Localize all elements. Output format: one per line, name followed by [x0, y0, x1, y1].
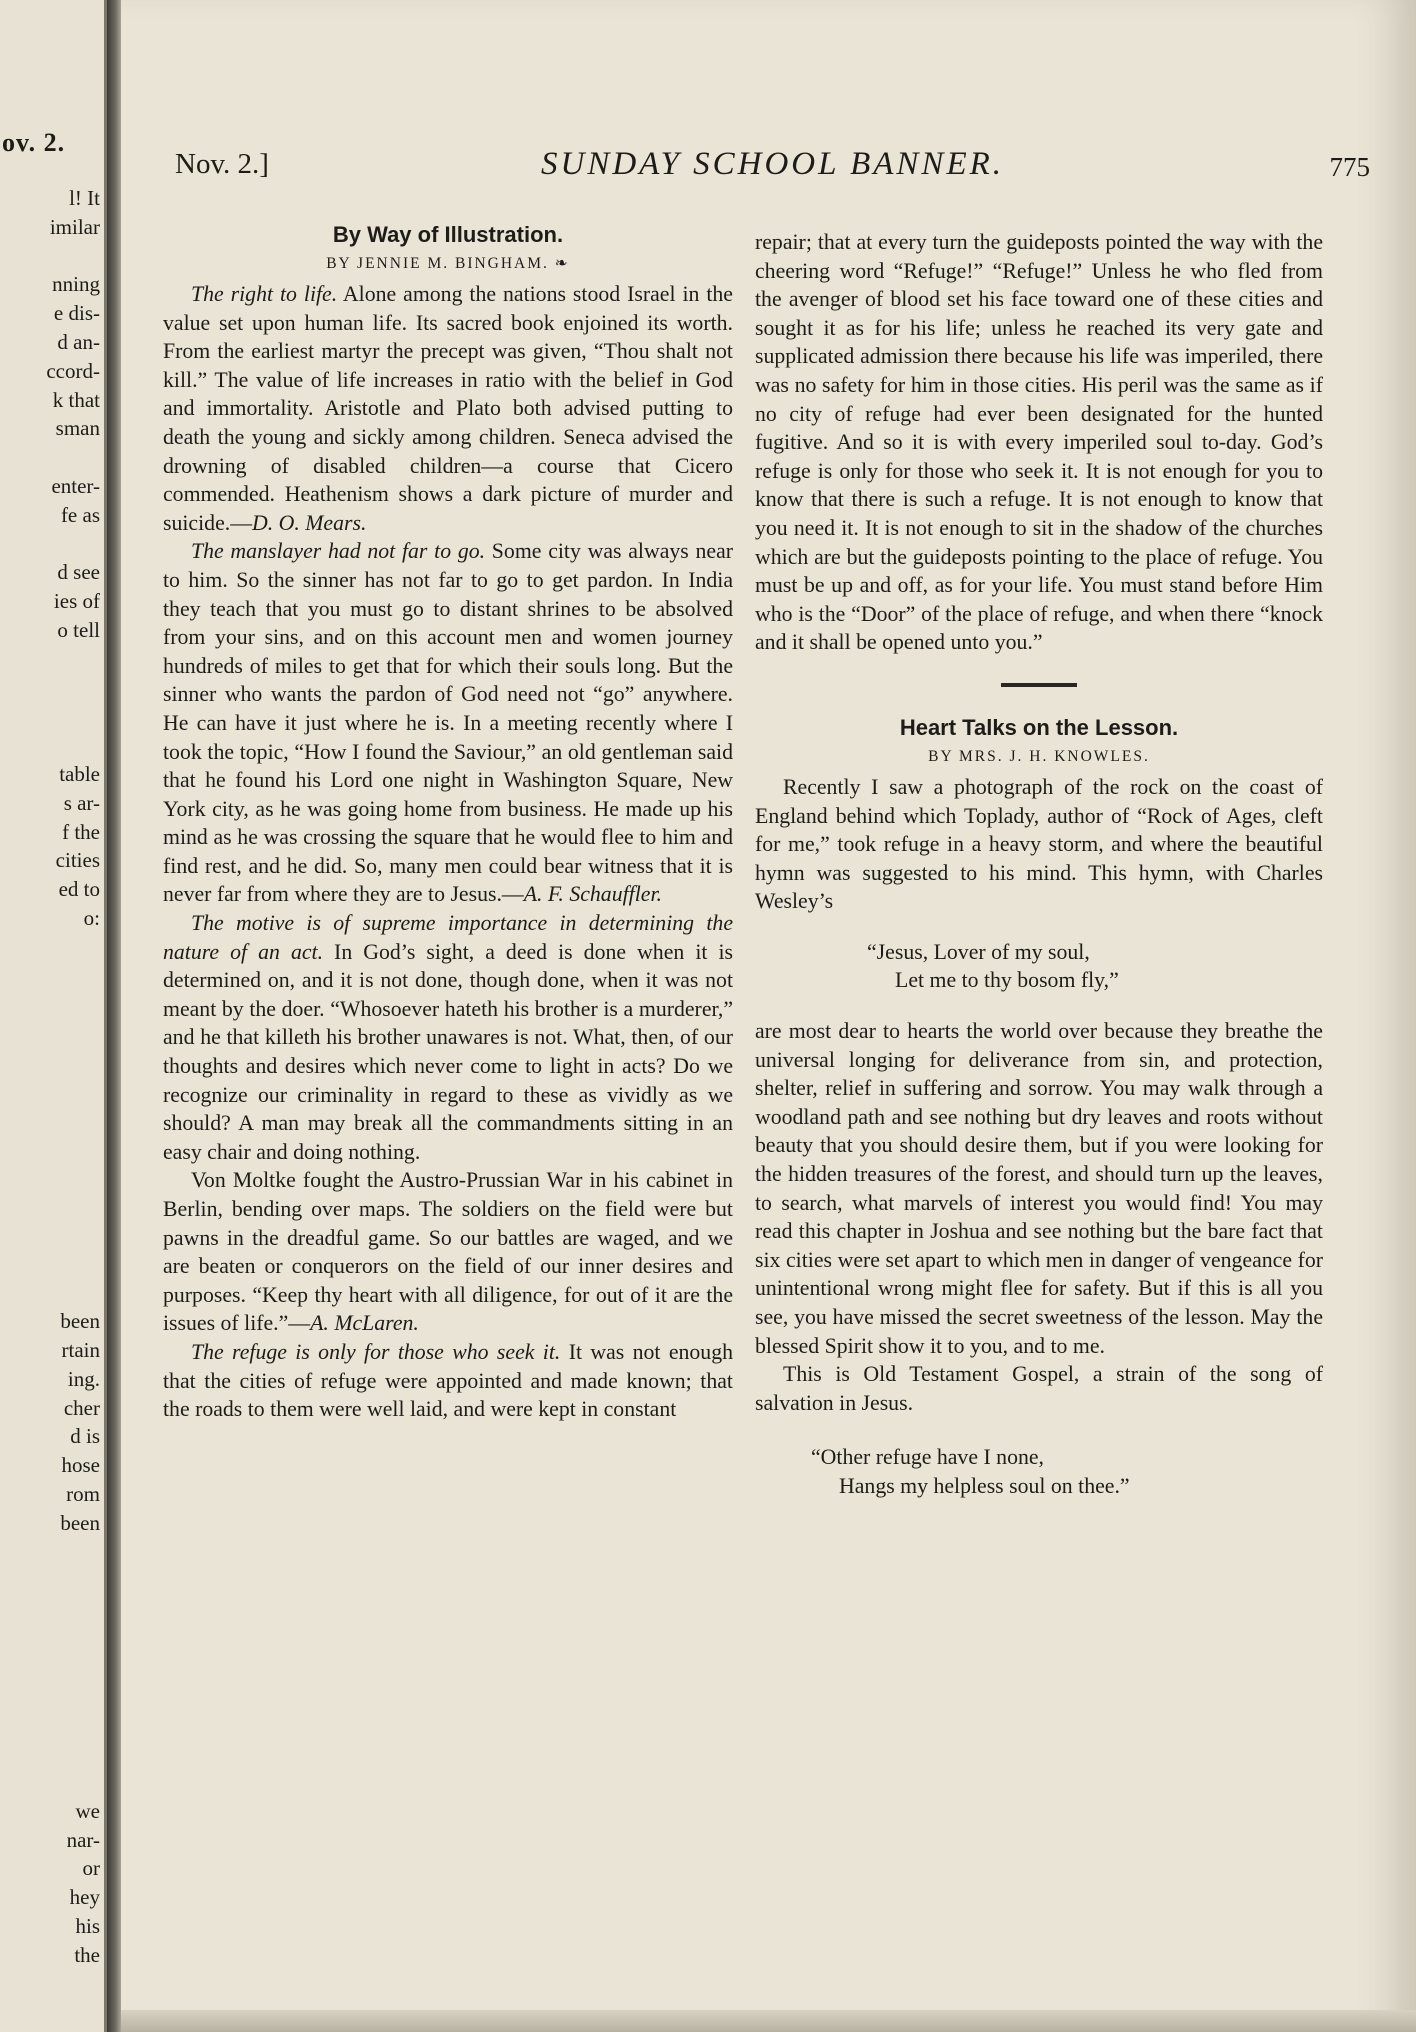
- paragraph-refuge-seek: The refuge is only for those who seek it. It was not enough that the cities of refuge were appointed and made known; that the roads to them were well laid, and were kept in constant: [163, 1339, 733, 1422]
- article-title-illustration: By Way of Illustration.: [332, 222, 564, 247]
- paragraph-refuge-continued: repair; that at every turn the guideposts pointed the way with the cheering word “Refuge!” “Refuge!” Unless he who fled from the avenger of blood set his face toward one of these cities and sought it as for his life; unless he reached its very gate and supplicated admission there because his life was imperiled, there was no safety for him in those cities. His peril was the same as if no city of refuge had ever been designated for the hunted fugitive. And so it is with every imperiled soul to-day. God’s refuge is only for those who seek it. It is not enough for you to know that there is such a refuge. It is not enough to know that you need it. It is not enough to sit in the shadow of the churches which are but the guideposts pointing to the place of refuge. You must be up and off, as for your life. You must stand before Him who is the “Door” of the place of refuge, and when there “knock and it shall be opened unto you.”: [755, 230, 1323, 655]
- paragraph-lead: The motive is of supreme importance in determining the nature of an act.: [163, 911, 733, 964]
- adjacent-page-line: ccord-: [46, 358, 100, 383]
- adjacent-page-line: d an-: [57, 330, 100, 354]
- adjacent-page-line: sman: [55, 416, 100, 441]
- adjacent-page-line: hose: [61, 1453, 100, 1478]
- publication-title: SUNDAY SCHOOL BANNER.: [540, 146, 1005, 182]
- adjacent-page-line: d see: [57, 560, 100, 585]
- adjacent-page-line: the: [74, 1942, 100, 1967]
- adjacent-page-line: rom: [66, 1482, 100, 1506]
- citation: A. McLaren.: [310, 1311, 419, 1336]
- citation: D. O. Mears.: [252, 510, 367, 535]
- printer-ornament-icon: ❧: [554, 255, 570, 272]
- page-number: 775: [1329, 152, 1370, 182]
- adjacent-page-line: hey: [69, 1885, 100, 1910]
- paragraph-motive: The motive is of supreme importance in determining the nature of an act. In God’s sight, a deed is done when it is determined on, and it is not done, though done, when it was not meant by the doer. “Whosoever hateth his brother is a murderer,” and he that killeth his brother unawares is not. What, then, of our thoughts and desires which never come to light in acts? Do we recognize our criminality in regard to these as vividly as we should? A man may break all the commandments sitting in an easy chair and doing nothing.: [163, 911, 733, 1164]
- adjacent-page-header: ov. 2.: [2, 128, 66, 157]
- adjacent-page-line: cher: [63, 1395, 100, 1420]
- paragraph-right-to-life: The right to life. Alone among the nations stood Israel in the value set upon human life. Its sacred book enjoined its worth. From the earliest martyr the precept was given, “Thou shalt not kill.” The value of life increases in ratio with the belief in God and immortality. Aristotle and Plato both advised putting to death the young and sickly among children. Seneca advised the drowning of disabled children—a course that Cicero commended. Heathenism shows a dark picture of murder and suicide.—D. O. Mears.: [163, 282, 733, 535]
- section-divider: [1001, 683, 1077, 687]
- adjacent-page-line: l! It: [69, 186, 100, 210]
- article-title-heart-talks: Heart Talks on the Lesson.: [899, 714, 1179, 740]
- adjacent-page-line: imilar: [49, 214, 100, 239]
- left-column: [163, 220, 733, 1424]
- byline-text: BY JENNIE M. BINGHAM.: [326, 255, 549, 272]
- adjacent-page-line: f the: [62, 819, 100, 844]
- article-byline: [163, 250, 733, 278]
- paragraph-lead: The manslayer had not far to go.: [191, 539, 486, 564]
- paragraph-von-moltke: Von Moltke fought the Austro-Prussian War in his cabinet in Berlin, bending over maps. The soldiers on the field were but pawns in the dreadful game. So our battles are waged, and we are beaten or conquerors on the field of our inner desires and purposes. “Keep thy heart with all diligence, for out of it are the issues of life.”—A. McLaren.: [163, 1168, 733, 1336]
- running-header: [175, 148, 1370, 192]
- issue-date: Nov. 2.]: [175, 148, 269, 180]
- verse-line: Let me to thy bosom fly,”: [895, 968, 1119, 993]
- adjacent-page-line: nar-: [66, 1827, 100, 1852]
- verse-line: “Jesus, Lover of my soul,: [867, 939, 1090, 964]
- adjacent-page-line: ies of: [53, 589, 100, 614]
- paragraph-universal-longing: are most dear to hearts the world over because they breathe the universal longing for deliverance from sin, and protection, shelter, relief in suffering and sorrow. You may walk through a woodland path and see nothing but dry leaves and roots without beauty that you should desire them, but if you were looking for the hidden treasures of the forest, and should turn up the leaves, to search, what marvels of interest you would find! You may read this chapter in Joshua and see nothing but the bare fact that six cities were set apart to which men in danger of vengeance for unintentional wrong might flee for safety. But if this is all you see, you have missed the secret sweetness of the lesson. May the blessed Spirit show it to you, and to me.: [755, 1019, 1323, 1358]
- adjacent-page-line: nning: [52, 272, 100, 297]
- adjacent-page-line: cities: [55, 848, 100, 873]
- adjacent-page-line: e dis-: [53, 301, 100, 326]
- adjacent-page-line: o:: [83, 906, 100, 930]
- paragraph-manslayer: The manslayer had not far to go. Some city was always near to him. So the sinner has not far to go to get pardon. In India they teach that you must go to distant shrines to be absolved from your sins, and on this account men and women journey hundreds of miles to get that for which their souls long. But the sinner who wants the pardon of God need not “go” anywhere. He can have it just where he is. In a meeting recently where I took the topic, “How I found the Saviour,” an old gentleman said that he found his Lord one night in Washington Square, New York city, as he was going home from business. He made up his mind as he was crossing the square that he would flee to him and find rest, and he did. So, many men could bear witness that it is never far from where they are to Jesus.—A. F. Schauffler.: [163, 539, 733, 907]
- adjacent-page-line: o tell: [57, 618, 100, 642]
- closing-hymn-quote: [755, 1443, 1323, 1500]
- hymn-quote: [755, 938, 1323, 995]
- article-byline: BY MRS. J. H. KNOWLES.: [928, 747, 1150, 765]
- verse-line: Hangs my helpless soul on thee.”: [839, 1473, 1130, 1498]
- adjacent-page-line: or: [82, 1856, 100, 1881]
- paragraph-lead: The refuge is only for those who seek it.: [191, 1339, 561, 1364]
- adjacent-page-line: been: [60, 1510, 100, 1535]
- right-column: [755, 228, 1323, 1501]
- verse-line: “Other refuge have I none,: [811, 1445, 1044, 1470]
- page-bottom-edge: [121, 2010, 1416, 2032]
- adjacent-page-line: enter-: [51, 474, 100, 498]
- adjacent-page-line: table: [59, 762, 100, 786]
- adjacent-page-line: been: [60, 1309, 100, 1334]
- book-gutter: [107, 0, 121, 2032]
- paragraph-old-testament-gospel: This is Old Testament Gospel, a strain of the song of salvation in Jesus.: [755, 1362, 1323, 1415]
- adjacent-page-line: d is: [70, 1424, 100, 1449]
- citation: A. F. Schauffler.: [523, 882, 662, 907]
- adjacent-page-line: his: [75, 1914, 100, 1938]
- magazine-page: [121, 0, 1416, 2032]
- adjacent-page-line: s ar-: [63, 790, 100, 815]
- adjacent-page-line: fe as: [60, 502, 100, 527]
- paragraph-lead: The right to life.: [191, 282, 338, 306]
- adjacent-page-line: rtain: [61, 1338, 100, 1362]
- paragraph-toplady: Recently I saw a photograph of the rock on the coast of England behind which Toplady, author of “Rock of Ages, cleft for me,” took refuge in a heavy storm, and where the beautiful hymn was suggested to his mind. This hymn, with Charles Wesley’s: [755, 774, 1323, 914]
- adjacent-page-fragment: [0, 0, 107, 2032]
- adjacent-page-line: k that: [52, 387, 100, 412]
- adjacent-page-line: ed to: [58, 877, 100, 902]
- adjacent-page-line: we: [75, 1798, 100, 1823]
- adjacent-page-line: ing.: [67, 1366, 100, 1391]
